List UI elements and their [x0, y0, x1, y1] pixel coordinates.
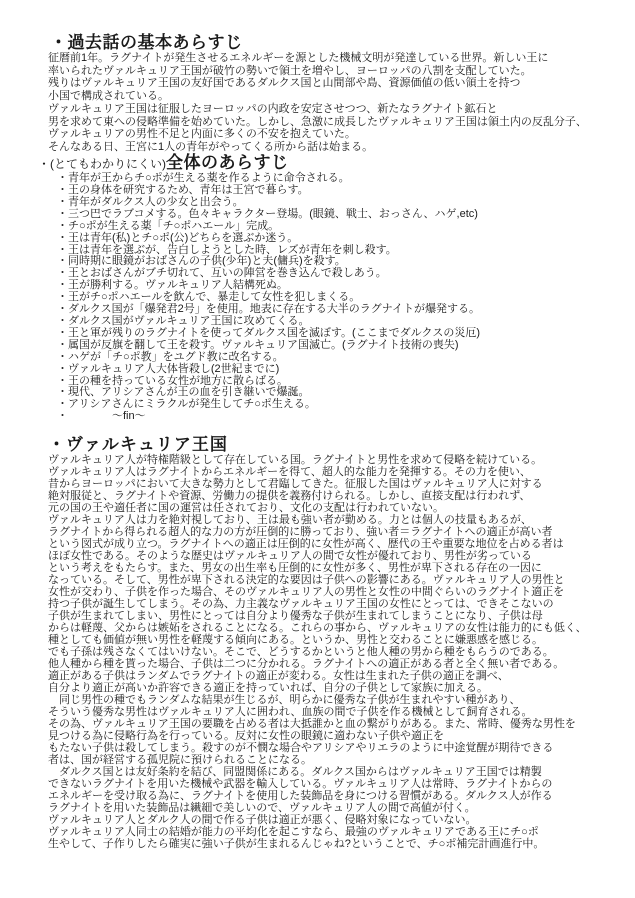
text-line: ・王の身体を研究するため、青年は王宮で暮らす。 — [57, 184, 309, 197]
text-line: ・王とおばさんがブチ切れて、互いの陣営を巻き込んで殺しあう。 — [57, 267, 387, 280]
text-line: 見つける為に侵略行為を行っている。反対に女性の眼鏡に適わない子供や適正を — [48, 730, 444, 743]
text-line: 征暦前1年。ラグナイトが発生させるエネルギーを源とした機械文明が発達している世界。新しい王に — [48, 52, 549, 64]
text-line: ラグナイトから得られる超人的な力の方が圧倒的に勝っており、強い者＝ラグナイトへの適正が高い者 — [48, 526, 553, 539]
text-line: 他人種から種を貰った場合、子供は二つに分かれる。ラグナイトへの適正がある者と全く無い者である。 — [48, 658, 565, 671]
valkyria-kingdom-body — [48, 454, 623, 850]
text-line: そんなある日、王宮に1人の青年がやってくる所から話は始まる。 — [48, 140, 374, 153]
text-line: ・チ○ポが生える薬「チ○ポハエール」完成。 — [57, 219, 280, 232]
text-line: ラグナイトを用いた装飾品は繊細で美しいので、ヴァルキュリア人の間で高値が付く。 — [48, 802, 476, 815]
text-line: ヴァルキュリア人が特権階級として存在している国。ラグナイトと男性を求めて侵略を続けている。 — [48, 454, 543, 467]
past-story-body — [48, 52, 623, 154]
text-line: 小国で構成されている。 — [48, 90, 169, 103]
section-overall-plot — [38, 152, 623, 424]
text-line: ・王が勝利する。ヴァルキュリア人結構死ぬ。 — [57, 279, 288, 292]
text-line: ・ダルクス国がヴァルキュリア王国に攻めてくる。 — [57, 315, 310, 327]
text-line: という図式が成り立つ。ラグナイトへの適正は圧倒的に女性が高く、歴代の王や重要な地位を占める者は — [48, 538, 564, 551]
text-line: 絶対服従と、ラグナイトや資源、労働力の提供を義務付けられる。しかし、直接支配は行われず、 — [48, 490, 531, 503]
text-line: 自分より適正が高いか許容できる適正を持っていれば、自分の子供として家族に加える。 — [48, 682, 488, 695]
section-past-story-summary — [48, 33, 623, 154]
text-line: ・王は青年(私)とチ○ポ(公)どちらを選ぶか迷う。 — [57, 231, 299, 244]
text-line: ・ヴァルキュリア人大体皆殺し(2世紀までに) — [57, 362, 280, 375]
text-line: エネルギーを受け取る為に、ラグナイトを使用した装飾品を身につける習慣がある。ダルクス人が作る — [48, 790, 553, 803]
text-line: そういう優秀な男性はヴァルキュリア人に囲われ、血族の間で子供を作る機械として飼育される。 — [48, 706, 533, 719]
past-story-title: ・過去話の基本あらすじ — [50, 33, 243, 52]
overall-plot-title-main: 全体のあらすじ — [166, 152, 289, 172]
text-line: でも子孫は残さなくてはいけない。そこで、どうするかというと他人種の男から種をもらうのである。 — [48, 646, 554, 659]
text-line: 率いられたヴァルキュリア王国が破竹の勢いで領土を増やし、ヨーロッパの八割を支配していた。 — [48, 64, 532, 77]
text-line: 同じ男性の種でもランダムな結果が生じるが、明らかに優秀な子供が生まれやすい種があり、 — [48, 694, 521, 707]
text-line: 男を求めて東への侵略準備を始めていた。しかし、急激に成長したヴァルキュリア王国は領土内の反乱分子、 — [48, 115, 587, 128]
text-line: ダルクス国とは友好条約を結び、同盟関係にある。ダルクス国からはヴァルキュリア王国では精製 — [48, 766, 542, 779]
text-line: 子供が生まれてしまい、男性にとっては自分より優秀な子供が生まれてしまうことになり、子供は母 — [48, 610, 543, 623]
text-line: からは軽蔑、父からは嫉妬をされることになる。これらの事から、ヴァルキュリアの女性は能力的にも低く、 — [48, 622, 587, 635]
text-line: ・ダルクス国が「爆発君2号」を使用。地表に存在する大半のラグナイトが爆発する。 — [57, 303, 481, 316]
text-line: 持つ子供が誕生してしまう。その為、力主義なヴァルキュリア王国の女性にとっては、できそこないの — [48, 598, 554, 611]
text-line: ・青年が王からチ○ポが生える薬を作るように命令される。 — [57, 172, 350, 185]
text-line: 女性が交わり、子供を作った場合、そのヴァルキュリア人の男性と女性の中間ぐらいのラグナイト適正を — [48, 586, 565, 599]
overall-plot-bullet-list — [48, 173, 623, 423]
text-line: ・アリシアさんにミラクルが発生してチ○ポ生える。 — [57, 398, 316, 411]
text-line: ・現代、アリシアさんが王の血を引き継いで爆誕。 — [57, 386, 310, 399]
text-line: もたない子供は殺してしまう。殺すのが不憫な場合やアリシアやリエラのように中途覚醒が期待できる — [48, 742, 554, 755]
text-line: ・ ～fin～ — [57, 410, 146, 423]
text-line: ヴァルキュリア王国は征服したヨーロッパの内政を安定させつつ、新たなラグナイト鉱石と — [48, 102, 498, 115]
text-line: 適正がある子供はランダムでラグナイトの適正が変わる。女性は生まれた子供の適正を調べ、 — [48, 670, 509, 683]
text-line: 者は、国が経営する孤児院に預けられることになる。 — [48, 754, 312, 767]
text-line: ヴァルキュリアの男性不足と内面に多くの不安を抱えていた。 — [48, 128, 356, 141]
text-line: 元の国の王や適任者に国の運営は任されており、文化の支配は行われていない。 — [48, 502, 444, 515]
text-line: ・三つ巴でラブコメする。色々キャラクター登場。(眼鏡、戦士、おっさん、ハゲ,etc) — [57, 207, 478, 220]
text-line: ・王の種を持っている女性が地方に散らばる。 — [57, 374, 288, 387]
text-line: ヴァルキュリア人とダルク人の間で作る子供は適正が悪く、侵略対象になっていない。 — [48, 814, 477, 827]
text-line: ヴァルキュリア人は力を絶対視しており、王は最も強い者が勤める。力とは個人の技量もあるが、 — [48, 514, 532, 527]
valkyria-kingdom-title: ・ヴァルキュリア王国 — [48, 435, 228, 455]
text-line: なっている。そして、男性が卑下される決定的な要因は子供への影響にある。ヴァルキュリア人の男性と — [48, 574, 565, 587]
text-line: 生やして、子作りしたら確実に強い子供が生まれるんじゃね?ということで、チ○ポ補完計画進行中。 — [48, 838, 545, 851]
overall-plot-title-note: ・(とてもわかりにくい) — [38, 156, 166, 171]
text-line: その為、ヴァルキュリア王国の要職を占める者は大抵誰かと血の繋がりがある。また、常時、優秀な男性を — [48, 718, 576, 731]
text-line: ほぼ女性である。そのような歴史はヴァルキュリア人の間で女性が優れており、男性が劣っている — [48, 550, 532, 563]
text-line: ヴァルキュリア人同士の結婚が能力の平均化を起こすなら、最強のヴァルキュリアである王にチ○ポ — [48, 826, 539, 839]
text-line: ・王は青年を選ぶが、告白しようとした時、レズが青年を刺し殺す。 — [57, 243, 397, 256]
text-line: ・王がチ○ポハエールを飲んで、暴走して女性を犯しまくる。 — [57, 291, 361, 304]
text-line: という考えをもたらす。また、男女の出生率も圧倒的に女性が多く、男性が卑下される存在の一因に — [48, 562, 542, 575]
text-line: ・同時期に眼鏡がおばさんの子供(少年)と夫(傭兵)を殺す。 — [57, 255, 346, 268]
text-line: 残りはヴァルキュリア王国の友好国であるダルクス国と山間部や島、資源価値の低い領土を持つ — [48, 77, 521, 90]
text-line: ヴァルキュリア人はラグナイトからエネルギーを得て、超人的な能力を発揮する。その力を使い、 — [48, 466, 531, 479]
text-line: ・属国が反旗を翻して王を殺す。ヴァルキュリア国滅亡。(ラグナイト技術の喪失) — [57, 338, 459, 351]
text-line: 昔からヨーロッパにおいて大きな勢力として君臨してきた。征服した国はヴァルキュリア人に対する — [48, 478, 543, 491]
text-line: ・青年がダルクス人の少女と出会う。 — [57, 195, 244, 208]
overall-plot-title — [38, 154, 623, 174]
text-line: ・王と軍が残りのラグナイトを使ってダルクス国を滅ぼす。(ここまでダルクスの災厄) — [57, 326, 481, 339]
section-valkyria-kingdom — [48, 435, 623, 850]
text-line: できないラグナイトを用いた機械や武器を輸入している。ヴァルキュリア人は常時、ラグナイトからの — [48, 778, 553, 791]
text-line: ・ハゲが「チ○ポ教」をユグド教に改名する。 — [57, 350, 284, 363]
text-line: 種としても価値が無い男性を軽蔑する傾向にある。というか、男性と交わることに嫌悪感を感じる。 — [48, 634, 543, 647]
